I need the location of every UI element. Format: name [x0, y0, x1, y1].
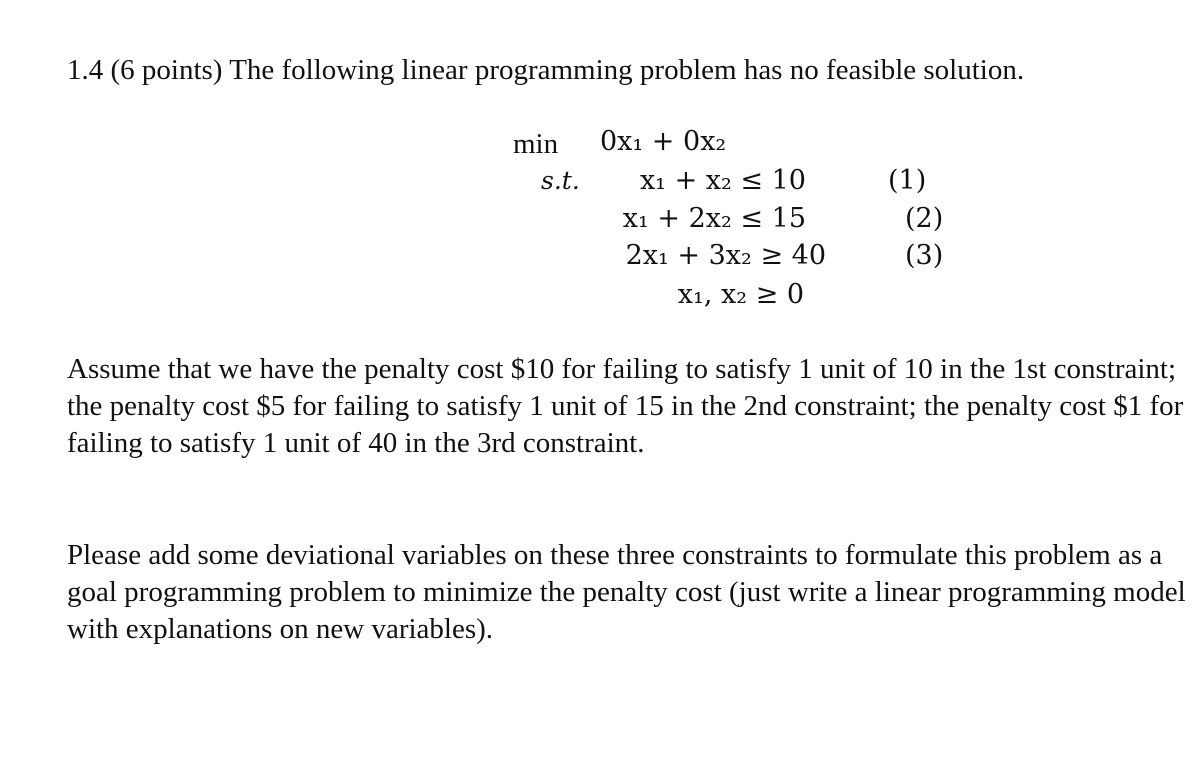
- st-keyword: s.t.: [541, 166, 580, 195]
- nonnegativity-constraint: x₁, x₂ ≥ 0: [677, 279, 804, 310]
- task-paragraph: Please add some deviational variables on these three constraints to formulate this problem as a goal programming problem to minimize the penalty cost (just write a linear programming model with explanations on new variables).: [67, 539, 1186, 645]
- constraint-2: x₁ + 2x₂ ≤ 15: [622, 203, 806, 234]
- constraint-3: 2x₁ + 3x₂ ≥ 40: [625, 240, 826, 271]
- constraint-label-3: (3): [905, 240, 944, 271]
- penalty-paragraph: Assume that we have the penalty cost $10 for failing to satisfy 1 unit of 10 in the 1st constraint; the penalty cost $5 for failing to satisfy 1 unit of 15 in the 2nd constraint; the penalty cost $1 for failing to satisfy 1 unit of 40 in the 3rd constraint.: [67, 353, 1184, 459]
- objective-function: 0x₁ + 0x₂: [600, 126, 727, 157]
- min-keyword: min: [513, 128, 559, 160]
- problem-intro: 1.4 (6 points) The following linear programming problem has no feasible solution.: [67, 54, 1025, 86]
- constraint-label-1: (1): [888, 165, 927, 196]
- constraint-1: x₁ + x₂ ≤ 10: [639, 165, 806, 196]
- constraint-label-2: (2): [905, 203, 944, 234]
